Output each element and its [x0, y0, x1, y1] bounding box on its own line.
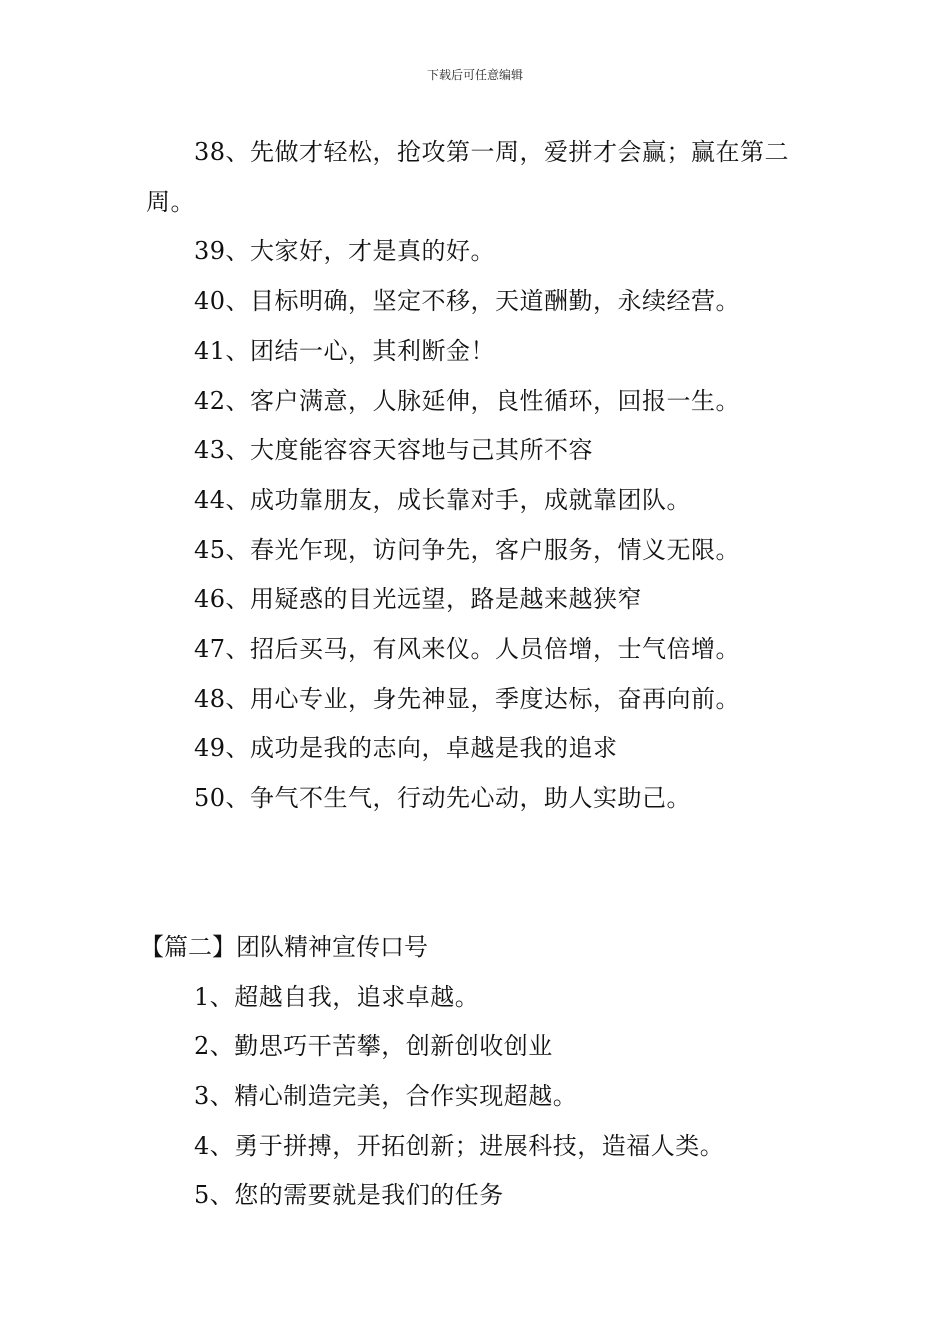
list-item: 49、成功是我的志向，卓越是我的追求: [194, 734, 618, 763]
page-header: 下载后可任意编辑: [426, 68, 523, 82]
list-item: 2、勤思巧干苦攀，创新创收创业: [194, 1032, 553, 1061]
list-item: 45、春光乍现，访问争先，客户服务，情义无限。: [194, 535, 741, 564]
list-item: 42、客户满意，人脉延伸，良性循环，回报一生。: [194, 386, 741, 415]
list-item: 44、成功靠朋友，成长靠对手，成就靠团队。: [194, 485, 692, 514]
list-item: 39、大家好，才是真的好。: [194, 237, 496, 266]
list-item: 43、大度能容容天容地与己其所不容: [194, 436, 594, 465]
document-body: [140, 128, 806, 1221]
list-item: 5、您的需要就是我们的任务: [194, 1181, 504, 1210]
list-item: 1、超越自我，追求卓越。: [194, 982, 480, 1011]
list-item: 50、争气不生气，行动先心动，助人实助己。: [194, 784, 692, 813]
list-item: 47、招后买马，有风来仪。人员倍增，士气倍增。: [194, 635, 741, 664]
list-item: 3、精心制造完美，合作实现超越。: [194, 1081, 578, 1110]
list-item: 40、目标明确，坚定不移，天道酬勤，永续经营。: [194, 287, 741, 316]
list-item: 46、用疑惑的目光远望，路是越来越狭窄: [194, 585, 643, 614]
section-heading: 【篇二】团队精神宣传口号: [140, 932, 428, 961]
list-item: 48、用心专业，身先神显，季度达标，奋再向前。: [194, 684, 741, 713]
list-item: 4、勇于拼搏，开拓创新；进展科技，造福人类。: [194, 1131, 725, 1160]
section-spacer: [146, 824, 806, 923]
list-item: 38、先做才轻松，抢攻第一周，爱拼才会赢；赢在第二周。: [146, 138, 790, 216]
list-item: 41、团结一心，其利断金！: [194, 336, 496, 365]
